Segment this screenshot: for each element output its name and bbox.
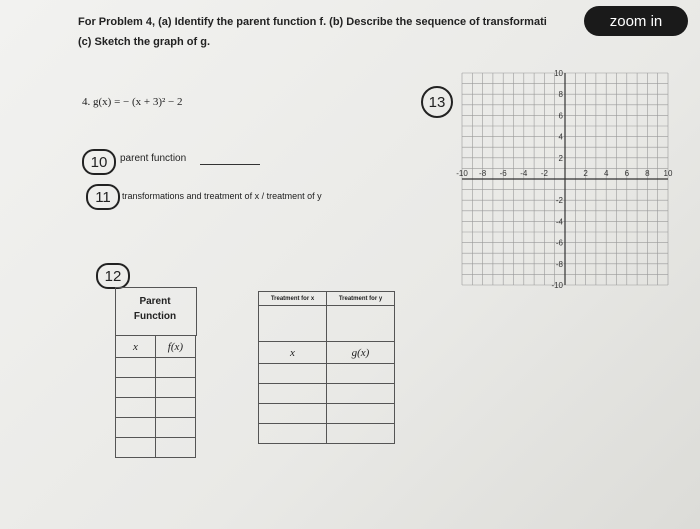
parent-function-answer-line[interactable] <box>200 164 260 165</box>
table-cell[interactable] <box>155 358 195 378</box>
number-10-circle: 10 <box>82 149 116 175</box>
x-tick-label: -8 <box>479 169 487 178</box>
y-tick-label: -10 <box>551 281 563 290</box>
number-13-circle: 13 <box>421 86 453 118</box>
problem-equation: 4. g(x) = − (x + 3)² − 2 <box>82 96 183 108</box>
g-function-table <box>258 291 395 444</box>
x-tick-label: -2 <box>540 169 548 178</box>
number-12-circle: 12 <box>96 263 130 289</box>
y-tick-label: -2 <box>555 196 563 206</box>
x-tick-label: 6 <box>624 169 630 178</box>
table-cell[interactable] <box>116 398 156 418</box>
parent-function-label: parent function <box>120 153 187 164</box>
parent-col-fx: f(x) <box>155 336 195 358</box>
g-col-gx: g(x) <box>327 342 395 364</box>
table-cell[interactable] <box>116 378 156 398</box>
parent-title-line1: Parent <box>139 296 171 307</box>
table-cell[interactable] <box>327 404 395 424</box>
table-cell[interactable] <box>259 364 327 384</box>
number-11-circle: 11 <box>86 184 120 210</box>
y-tick-label: -6 <box>555 238 563 248</box>
x-tick-label: -10 <box>456 169 468 178</box>
table-cell[interactable] <box>259 384 327 404</box>
instructions-line-2: (c) Sketch the graph of g. <box>78 36 211 48</box>
y-tick-label: 8 <box>558 90 563 100</box>
x-tick-label: 8 <box>645 169 650 178</box>
parent-col-x: x <box>116 336 156 358</box>
table-cell[interactable] <box>327 424 395 444</box>
parent-title-line2: Function <box>133 311 177 322</box>
table-cell[interactable] <box>116 418 156 438</box>
y-tick-label: 10 <box>554 69 563 78</box>
table-cell[interactable] <box>259 306 327 342</box>
y-tick-label: -8 <box>555 259 563 269</box>
x-tick-label: 10 <box>663 169 673 178</box>
parent-function-table <box>115 335 196 458</box>
table-cell[interactable] <box>259 404 327 424</box>
table-cell[interactable] <box>259 424 327 444</box>
x-tick-label: -6 <box>499 169 507 178</box>
y-tick-label: 2 <box>558 153 563 163</box>
treatment-x-header: Treatment for x <box>259 292 327 306</box>
zoom-in-button[interactable]: zoom in <box>584 6 688 36</box>
x-tick-label: 2 <box>583 169 588 178</box>
instructions-line-1: For Problem 4, (a) Identify the parent function f. (b) Describe the sequence of transformati <box>78 16 547 28</box>
transformations-label: transformations and treatment of x / treatment of y <box>122 191 322 201</box>
y-tick-label: 6 <box>558 111 563 121</box>
table-cell[interactable] <box>327 364 395 384</box>
y-tick-label: -4 <box>555 217 563 227</box>
x-tick-label: 4 <box>603 169 609 178</box>
x-tick-label: -4 <box>520 169 528 178</box>
treatment-y-header: Treatment for y <box>327 292 395 306</box>
table-cell[interactable] <box>155 398 195 418</box>
g-col-x: x <box>259 342 327 364</box>
coordinate-grid[interactable] <box>456 69 673 290</box>
table-cell[interactable] <box>327 306 395 342</box>
y-tick-label: 4 <box>558 132 563 142</box>
table-cell[interactable] <box>155 378 195 398</box>
table-cell[interactable] <box>155 418 195 438</box>
table-cell[interactable] <box>116 438 156 458</box>
table-cell[interactable] <box>155 438 195 458</box>
table-cell[interactable] <box>327 384 395 404</box>
table-cell[interactable] <box>116 358 156 378</box>
